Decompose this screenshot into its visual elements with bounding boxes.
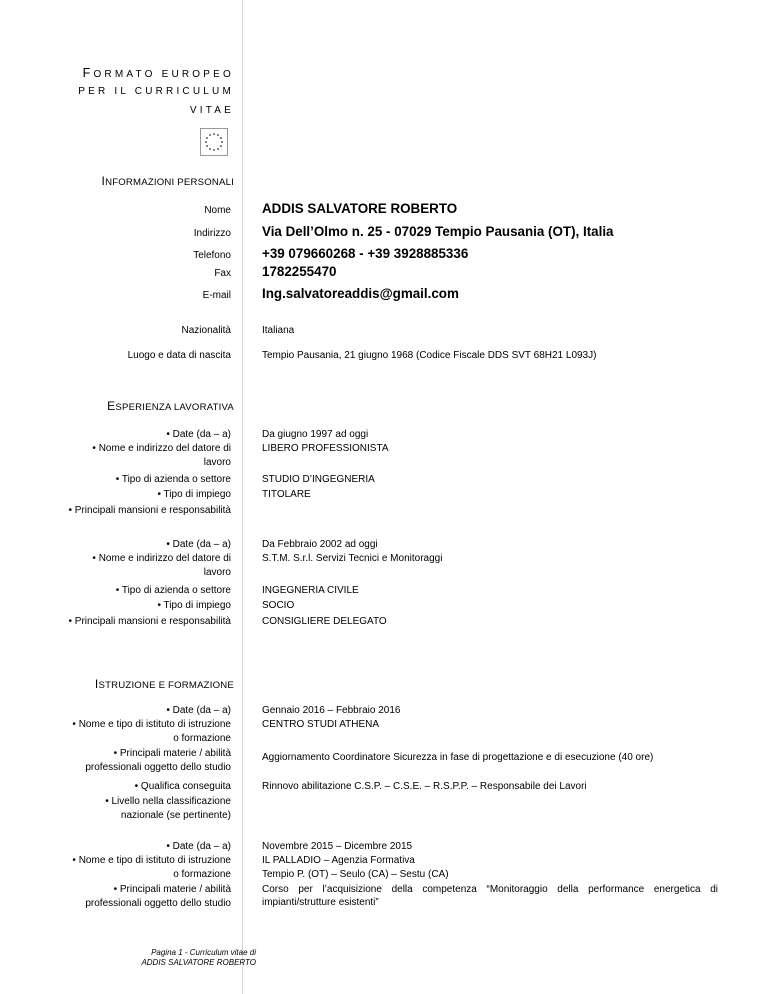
edu-2-institute: IL PALLADIO – Agenzia Formativa [262,855,415,866]
work-2-type-label: • Tipo di impiego [157,600,231,611]
edu-1-subjects-label-1: • Principali materie / abilità [113,748,231,759]
work-2-duties-label: • Principali mansioni e responsabilità [68,616,231,627]
edu-2-institute-place: Tempio P. (OT) – Seulo (CA) – Sestu (CA) [262,869,449,880]
email-value[interactable]: Ing.salvatoreaddis@gmail.com [262,286,459,301]
work-1-employer-label-1: • Nome e indirizzo del datore di [92,443,231,454]
phone-label: Telefono [193,250,231,261]
work-2-employer-label-2: lavoro [203,567,231,578]
work-1-sector-label: • Tipo di azienda o settore [115,474,231,485]
name-value: ADDIS SALVATORE ROBERTO [262,201,458,216]
edu-1-institute: CENTRO STUDI ATHENA [262,719,380,730]
work-2-duties: CONSIGLIERE DELEGATO [262,616,387,627]
work-2-sector: INGEGNERIA CIVILE [262,585,359,596]
footer-line-2: ADDIS SALVATORE ROBERTO [141,958,256,967]
edu-1-institute-label-1: • Nome e tipo di istituto di istruzione [72,719,231,730]
work-1-date: Da giugno 1997 ad oggi [262,429,369,440]
edu-1-level-label-2: nazionale (se pertinente) [120,810,231,821]
edu-1-level-label-1: • Livello nella classificazione [105,796,231,807]
edu-2-subjects-label-1: • Principali materie / abilità [113,884,231,895]
edu-1-date-label: • Date (da – a) [166,705,231,716]
edu-1-subjects: Aggiornamento Coordinatore Sicurezza in fase di progettazione e di esecuzione (40 ore) [262,752,654,763]
work-2-type: SOCIO [262,600,295,611]
work-2-employer-label-1: • Nome e indirizzo del datore di [92,553,231,564]
work-1-employer-label-2: lavoro [203,457,231,468]
cv-title-line-3: VITAE [189,105,234,116]
work-2-date-label: • Date (da – a) [166,539,231,550]
work-2-sector-label: • Tipo di azienda o settore [115,585,231,596]
edu-2-date: Novembre 2015 – Dicembre 2015 [262,841,413,852]
edu-1-institute-label-2: o formazione [173,733,231,744]
edu-1-qualification-label: • Qualifica conseguita [134,781,231,792]
work-1-duties-label: • Principali mansioni e responsabilità [68,505,231,516]
birth-label: Luogo e data di nascita [127,350,231,361]
email-label: E-mail [202,290,231,301]
work-2-date: Da Febbraio 2002 ad oggi [262,539,378,550]
eu-flag-icon [200,128,228,156]
edu-2-subjects: Corso per l’acquisizione della competenza “Monitoraggio della performance energetica di impianti/strutture esistenti” [262,884,718,908]
edu-2-subjects-label-2: professionali oggetto dello studio [85,898,231,909]
work-1-date-label: • Date (da – a) [166,429,231,440]
name-label: Nome [204,205,231,216]
birth-value: Tempio Pausania, 21 giugno 1968 (Codice Fiscale DDS SVT 68H21 L093J) [262,350,597,361]
cv-title-line-1: FORMATO EUROPEO [82,66,234,80]
nationality-label: Nazionalità [181,325,231,336]
nationality-value: Italiana [262,325,295,336]
edu-2-institute-label-2: o formazione [173,869,231,880]
section-personal-info: INFORMAZIONI PERSONALI [101,174,234,188]
section-education: ISTRUZIONE E FORMAZIONE [94,677,234,691]
edu-2-institute-label-1: • Nome e tipo di istituto di istruzione [72,855,231,866]
phone-value: +39 079660268 - +39 3928885336 [262,246,469,261]
address-value: Via Dell’Olmo n. 25 - 07029 Tempio Pausania (OT), Italia [262,224,614,239]
address-label: Indirizzo [193,228,231,239]
edu-2-date-label: • Date (da – a) [166,841,231,852]
section-work-experience: ESPERIENZA LAVORATIVA [107,399,234,413]
work-2-employer: S.T.M. S.r.l. Servizi Tecnici e Monitoraggi [262,553,443,564]
fax-value: 1782255470 [262,264,337,279]
edu-1-date: Gennaio 2016 – Febbraio 2016 [262,705,401,716]
work-1-type: TITOLARE [262,489,311,500]
page-footer [124,948,256,968]
column-divider [242,0,243,994]
work-1-type-label: • Tipo di impiego [157,489,231,500]
cv-title-line-2: PER IL CURRICULUM [78,86,234,97]
fax-label: Fax [214,268,231,279]
work-1-employer: LIBERO PROFESSIONISTA [262,443,389,454]
edu-1-subjects-label-2: professionali oggetto dello studio [85,762,231,773]
edu-1-qualification: Rinnovo abilitazione C.S.P. – C.S.E. – R.S.P.P. – Responsabile dei Lavori [262,781,587,792]
work-1-sector: STUDIO D’INGEGNERIA [262,474,375,485]
footer-line-1: Pagina 1 - Curriculum vitae di [151,948,256,957]
